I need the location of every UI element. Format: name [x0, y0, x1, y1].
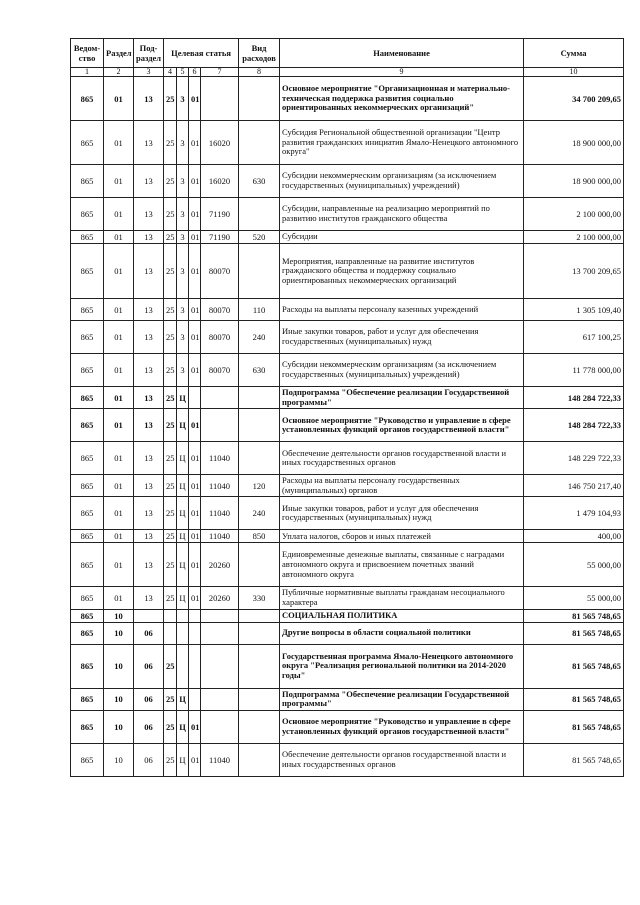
- cell-sum: 34 700 209,65: [524, 77, 624, 121]
- cell-sum: 18 900 000,00: [524, 165, 624, 198]
- header-row: [71, 39, 624, 68]
- cell-activity-code: 01: [189, 497, 201, 530]
- cell-subprogram-code: 3: [177, 121, 189, 165]
- cell-department: 865: [71, 543, 104, 587]
- cell-section: 01: [104, 409, 134, 442]
- cell-department: 865: [71, 77, 104, 121]
- cell-subprogram-code: 3: [177, 77, 189, 121]
- cell-name: Обеспечение деятельности органов государственной власти и иных государственных органов: [280, 743, 524, 776]
- table-row: [71, 165, 624, 198]
- cell-subsection: 13: [134, 442, 164, 475]
- cell-name: Уплата налогов, сборов и иных платежей: [280, 530, 524, 543]
- cell-subsection: 13: [134, 244, 164, 299]
- cell-sum: 55 000,00: [524, 587, 624, 609]
- cell-direction-code: 71190: [201, 231, 239, 244]
- cell-sum: 81 565 748,65: [524, 622, 624, 644]
- cell-expense-type: [239, 244, 280, 299]
- cell-department: 865: [71, 710, 104, 743]
- cell-department: 865: [71, 442, 104, 475]
- cell-program-code: 25: [164, 354, 177, 387]
- cell-subprogram-code: [177, 622, 189, 644]
- cell-subprogram-code: [177, 644, 189, 688]
- cell-department: 865: [71, 244, 104, 299]
- cell-direction-code: [201, 710, 239, 743]
- cell-direction-code: 80070: [201, 321, 239, 354]
- cell-direction-code: [201, 609, 239, 622]
- cell-subprogram-code: Ц: [177, 688, 189, 710]
- cell-activity-code: 01: [189, 299, 201, 321]
- cell-activity-code: 01: [189, 244, 201, 299]
- cell-program-code: 25: [164, 743, 177, 776]
- cell-activity-code: 01: [189, 121, 201, 165]
- cell-sum: 11 778 000,00: [524, 354, 624, 387]
- cell-activity-code: 01: [189, 231, 201, 244]
- cell-expense-type: 850: [239, 530, 280, 543]
- cell-section: 01: [104, 198, 134, 231]
- cell-department: 865: [71, 688, 104, 710]
- cell-sum: 2 100 000,00: [524, 198, 624, 231]
- table-row: [71, 497, 624, 530]
- column-number: 7: [201, 68, 239, 77]
- header-department: Ведом-ство: [71, 39, 104, 68]
- cell-sum: 81 565 748,65: [524, 609, 624, 622]
- cell-section: 01: [104, 497, 134, 530]
- cell-subprogram-code: 3: [177, 299, 189, 321]
- cell-department: 865: [71, 231, 104, 244]
- cell-section: 01: [104, 587, 134, 609]
- cell-direction-code: 11040: [201, 743, 239, 776]
- cell-program-code: 25: [164, 231, 177, 244]
- cell-sum: 81 565 748,65: [524, 688, 624, 710]
- cell-activity-code: [189, 622, 201, 644]
- cell-name: Субсидия Региональной общественной организации "Центр развития гражданских инициатив Ямало-Ненецкого автономного округа": [280, 121, 524, 165]
- table-row: [71, 587, 624, 609]
- cell-program-code: 25: [164, 165, 177, 198]
- table-row: [71, 609, 624, 622]
- cell-subprogram-code: Ц: [177, 710, 189, 743]
- cell-expense-type: 240: [239, 497, 280, 530]
- cell-department: 865: [71, 354, 104, 387]
- cell-subsection: 13: [134, 409, 164, 442]
- cell-sum: 81 565 748,65: [524, 710, 624, 743]
- cell-subsection: 06: [134, 710, 164, 743]
- table-row: [71, 299, 624, 321]
- cell-sum: 2 100 000,00: [524, 231, 624, 244]
- cell-direction-code: 80070: [201, 244, 239, 299]
- cell-subprogram-code: 3: [177, 354, 189, 387]
- column-number: 1: [71, 68, 104, 77]
- cell-activity-code: 01: [189, 475, 201, 497]
- cell-program-code: 25: [164, 543, 177, 587]
- table-row: [71, 354, 624, 387]
- cell-subsection: 13: [134, 497, 164, 530]
- cell-subsection: 06: [134, 622, 164, 644]
- table-row: [71, 530, 624, 543]
- cell-name: Основное мероприятие "Организационная и материально-техническая поддержка развития социально ориентированных некоммерческих организаций": [280, 77, 524, 121]
- cell-expense-type: 240: [239, 321, 280, 354]
- cell-name: Другие вопросы в области социальной политики: [280, 622, 524, 644]
- cell-expense-type: [239, 77, 280, 121]
- cell-name: Подпрограмма "Обеспечение реализации Государственной программы": [280, 688, 524, 710]
- cell-direction-code: [201, 622, 239, 644]
- header-subsection: Под-раздел: [134, 39, 164, 68]
- cell-expense-type: 630: [239, 165, 280, 198]
- cell-direction-code: 11040: [201, 442, 239, 475]
- cell-subprogram-code: Ц: [177, 475, 189, 497]
- cell-activity-code: 01: [189, 530, 201, 543]
- cell-expense-type: [239, 710, 280, 743]
- header-name: Наименование: [280, 39, 524, 68]
- cell-section: 01: [104, 354, 134, 387]
- cell-program-code: 25: [164, 244, 177, 299]
- cell-subprogram-code: Ц: [177, 387, 189, 409]
- cell-name: Расходы на выплаты персоналу государственных (муниципальных) органов: [280, 475, 524, 497]
- cell-name: Публичные нормативные выплаты гражданам несоциального характера: [280, 587, 524, 609]
- header-section: Раздел: [104, 39, 134, 68]
- cell-subprogram-code: Ц: [177, 743, 189, 776]
- table-row: [71, 710, 624, 743]
- cell-section: 01: [104, 543, 134, 587]
- cell-direction-code: [201, 688, 239, 710]
- cell-sum: 400,00: [524, 530, 624, 543]
- cell-subsection: 13: [134, 299, 164, 321]
- column-number-row: [71, 68, 624, 77]
- cell-subprogram-code: Ц: [177, 587, 189, 609]
- cell-expense-type: 110: [239, 299, 280, 321]
- cell-activity-code: 01: [189, 354, 201, 387]
- cell-activity-code: 01: [189, 321, 201, 354]
- column-number: 5: [177, 68, 189, 77]
- cell-subsection: [134, 609, 164, 622]
- cell-sum: 13 700 209,65: [524, 244, 624, 299]
- cell-program-code: [164, 622, 177, 644]
- table-row: [71, 543, 624, 587]
- cell-program-code: 25: [164, 644, 177, 688]
- cell-department: 865: [71, 409, 104, 442]
- cell-expense-type: 330: [239, 587, 280, 609]
- cell-direction-code: [201, 77, 239, 121]
- cell-program-code: 25: [164, 475, 177, 497]
- cell-subprogram-code: 3: [177, 231, 189, 244]
- budget-table: [70, 38, 624, 777]
- table-row: [71, 387, 624, 409]
- cell-sum: 1 479 104,93: [524, 497, 624, 530]
- table-row: [71, 121, 624, 165]
- cell-department: 865: [71, 497, 104, 530]
- cell-sum: 146 750 217,40: [524, 475, 624, 497]
- cell-subprogram-code: Ц: [177, 409, 189, 442]
- cell-direction-code: 80070: [201, 299, 239, 321]
- cell-activity-code: 01: [189, 165, 201, 198]
- cell-name: Иные закупки товаров, работ и услуг для обеспечения государственных (муниципальных) нужд: [280, 497, 524, 530]
- cell-section: 10: [104, 644, 134, 688]
- cell-section: 01: [104, 165, 134, 198]
- cell-subprogram-code: [177, 609, 189, 622]
- cell-department: 865: [71, 321, 104, 354]
- cell-subprogram-code: 3: [177, 244, 189, 299]
- cell-name: Субсидии некоммерческим организациям (за исключением государственных (муниципальных) учреждений): [280, 165, 524, 198]
- header-sum: Сумма: [524, 39, 624, 68]
- cell-subsection: 13: [134, 543, 164, 587]
- cell-section: 01: [104, 442, 134, 475]
- cell-program-code: 25: [164, 299, 177, 321]
- cell-subsection: 13: [134, 475, 164, 497]
- table-row: [71, 688, 624, 710]
- table-row: [71, 409, 624, 442]
- column-number: 9: [280, 68, 524, 77]
- cell-section: 01: [104, 530, 134, 543]
- cell-subsection: 13: [134, 321, 164, 354]
- cell-sum: 1 305 109,40: [524, 299, 624, 321]
- table-row: [71, 442, 624, 475]
- cell-name: Мероприятия, направленные на развитие институтов гражданского общества и поддержку социально ориентированных некоммерческих организаций: [280, 244, 524, 299]
- cell-direction-code: 20260: [201, 587, 239, 609]
- cell-activity-code: [189, 688, 201, 710]
- cell-name: Субсидии некоммерческим организациям (за исключением государственных (муниципальных) учреждений): [280, 354, 524, 387]
- cell-subprogram-code: Ц: [177, 442, 189, 475]
- header-target-article: Целевая статья: [164, 39, 239, 68]
- cell-subsection: 13: [134, 121, 164, 165]
- cell-expense-type: [239, 409, 280, 442]
- cell-expense-type: 120: [239, 475, 280, 497]
- cell-department: 865: [71, 165, 104, 198]
- cell-department: 865: [71, 121, 104, 165]
- header-expense-type: Вид расходов: [239, 39, 280, 68]
- cell-expense-type: [239, 198, 280, 231]
- cell-name: Единовременные денежные выплаты, связанные с наградами автономного округа и присвоением почетных званий автономного округа: [280, 543, 524, 587]
- cell-subprogram-code: 3: [177, 198, 189, 231]
- column-number: 10: [524, 68, 624, 77]
- cell-expense-type: [239, 743, 280, 776]
- cell-department: 865: [71, 743, 104, 776]
- cell-program-code: 25: [164, 321, 177, 354]
- cell-activity-code: [189, 609, 201, 622]
- cell-name: Основное мероприятие "Руководство и управление в сфере установленных функций органов государственной власти": [280, 710, 524, 743]
- cell-department: 865: [71, 198, 104, 231]
- cell-department: 865: [71, 644, 104, 688]
- cell-activity-code: 01: [189, 198, 201, 231]
- cell-subsection: 13: [134, 354, 164, 387]
- cell-program-code: [164, 609, 177, 622]
- cell-name: Государственная программа Ямало-Ненецкого автономного округа "Реализация региональной политики на 2014-2020 годы": [280, 644, 524, 688]
- cell-sum: 148 284 722,33: [524, 387, 624, 409]
- cell-expense-type: 520: [239, 231, 280, 244]
- cell-section: 01: [104, 321, 134, 354]
- cell-name: Подпрограмма "Обеспечение реализации Государственной программы": [280, 387, 524, 409]
- cell-subprogram-code: Ц: [177, 497, 189, 530]
- cell-name: Расходы на выплаты персоналу казенных учреждений: [280, 299, 524, 321]
- cell-direction-code: 11040: [201, 530, 239, 543]
- column-number: 2: [104, 68, 134, 77]
- budget-table-body: [71, 77, 624, 777]
- cell-section: 01: [104, 77, 134, 121]
- cell-activity-code: 01: [189, 543, 201, 587]
- column-number: 4: [164, 68, 177, 77]
- cell-subsection: 06: [134, 743, 164, 776]
- cell-section: 10: [104, 710, 134, 743]
- cell-section: 01: [104, 121, 134, 165]
- cell-program-code: 25: [164, 387, 177, 409]
- column-number: 3: [134, 68, 164, 77]
- table-row: [71, 622, 624, 644]
- cell-section: 01: [104, 387, 134, 409]
- cell-expense-type: [239, 121, 280, 165]
- cell-activity-code: 01: [189, 710, 201, 743]
- cell-direction-code: 11040: [201, 497, 239, 530]
- cell-subsection: 13: [134, 198, 164, 231]
- cell-expense-type: [239, 688, 280, 710]
- cell-department: 865: [71, 475, 104, 497]
- cell-expense-type: [239, 442, 280, 475]
- cell-sum: 148 229 722,33: [524, 442, 624, 475]
- cell-program-code: 25: [164, 121, 177, 165]
- cell-program-code: 25: [164, 587, 177, 609]
- cell-activity-code: [189, 387, 201, 409]
- cell-expense-type: [239, 622, 280, 644]
- cell-section: 01: [104, 231, 134, 244]
- table-row: [71, 244, 624, 299]
- cell-program-code: 25: [164, 497, 177, 530]
- cell-sum: 18 900 000,00: [524, 121, 624, 165]
- cell-name: СОЦИАЛЬНАЯ ПОЛИТИКА: [280, 609, 524, 622]
- cell-direction-code: [201, 409, 239, 442]
- cell-activity-code: 01: [189, 442, 201, 475]
- cell-program-code: 25: [164, 77, 177, 121]
- table-row: [71, 321, 624, 354]
- cell-name: Субсидии, направленные на реализацию мероприятий по развитию институтов гражданского общества: [280, 198, 524, 231]
- cell-expense-type: [239, 543, 280, 587]
- column-number: 6: [189, 68, 201, 77]
- cell-section: 01: [104, 244, 134, 299]
- cell-subsection: 13: [134, 387, 164, 409]
- table-row: [71, 231, 624, 244]
- cell-subsection: 13: [134, 77, 164, 121]
- cell-program-code: 25: [164, 409, 177, 442]
- cell-subsection: 13: [134, 165, 164, 198]
- cell-subsection: 13: [134, 587, 164, 609]
- cell-direction-code: 71190: [201, 198, 239, 231]
- column-number: 8: [239, 68, 280, 77]
- cell-program-code: 25: [164, 710, 177, 743]
- cell-program-code: 25: [164, 442, 177, 475]
- cell-expense-type: 630: [239, 354, 280, 387]
- cell-activity-code: 01: [189, 587, 201, 609]
- cell-section: 10: [104, 743, 134, 776]
- cell-direction-code: [201, 644, 239, 688]
- cell-program-code: 25: [164, 198, 177, 231]
- cell-department: 865: [71, 609, 104, 622]
- cell-direction-code: 20260: [201, 543, 239, 587]
- cell-name: Субсидии: [280, 231, 524, 244]
- cell-expense-type: [239, 387, 280, 409]
- cell-direction-code: 11040: [201, 475, 239, 497]
- cell-activity-code: 01: [189, 77, 201, 121]
- budget-document-page: [70, 38, 624, 777]
- cell-expense-type: [239, 609, 280, 622]
- cell-section: 01: [104, 475, 134, 497]
- cell-subprogram-code: Ц: [177, 543, 189, 587]
- cell-subsection: 06: [134, 688, 164, 710]
- cell-direction-code: 16020: [201, 121, 239, 165]
- cell-expense-type: [239, 644, 280, 688]
- cell-name: Основное мероприятие "Руководство и управление в сфере установленных функций органов государственной власти": [280, 409, 524, 442]
- cell-subprogram-code: 3: [177, 165, 189, 198]
- cell-sum: 81 565 748,65: [524, 644, 624, 688]
- table-row: [71, 77, 624, 121]
- cell-direction-code: 16020: [201, 165, 239, 198]
- cell-subsection: 13: [134, 231, 164, 244]
- cell-department: 865: [71, 299, 104, 321]
- cell-section: 10: [104, 622, 134, 644]
- cell-name: Иные закупки товаров, работ и услуг для обеспечения государственных (муниципальных) нужд: [280, 321, 524, 354]
- cell-sum: 81 565 748,65: [524, 743, 624, 776]
- cell-subprogram-code: Ц: [177, 530, 189, 543]
- cell-section: 01: [104, 299, 134, 321]
- cell-department: 865: [71, 622, 104, 644]
- cell-activity-code: 01: [189, 743, 201, 776]
- cell-program-code: 25: [164, 530, 177, 543]
- table-row: [71, 198, 624, 231]
- cell-section: 10: [104, 688, 134, 710]
- cell-program-code: 25: [164, 688, 177, 710]
- cell-section: 10: [104, 609, 134, 622]
- cell-department: 865: [71, 530, 104, 543]
- cell-direction-code: 80070: [201, 354, 239, 387]
- table-row: [71, 743, 624, 776]
- cell-sum: 617 100,25: [524, 321, 624, 354]
- cell-subsection: 06: [134, 644, 164, 688]
- cell-direction-code: [201, 387, 239, 409]
- table-row: [71, 644, 624, 688]
- cell-subprogram-code: 3: [177, 321, 189, 354]
- cell-department: 865: [71, 387, 104, 409]
- cell-activity-code: 01: [189, 409, 201, 442]
- table-row: [71, 475, 624, 497]
- cell-activity-code: [189, 644, 201, 688]
- cell-sum: 148 284 722,33: [524, 409, 624, 442]
- cell-subsection: 13: [134, 530, 164, 543]
- cell-sum: 55 000,00: [524, 543, 624, 587]
- cell-department: 865: [71, 587, 104, 609]
- cell-name: Обеспечение деятельности органов государственной власти и иных государственных органов: [280, 442, 524, 475]
